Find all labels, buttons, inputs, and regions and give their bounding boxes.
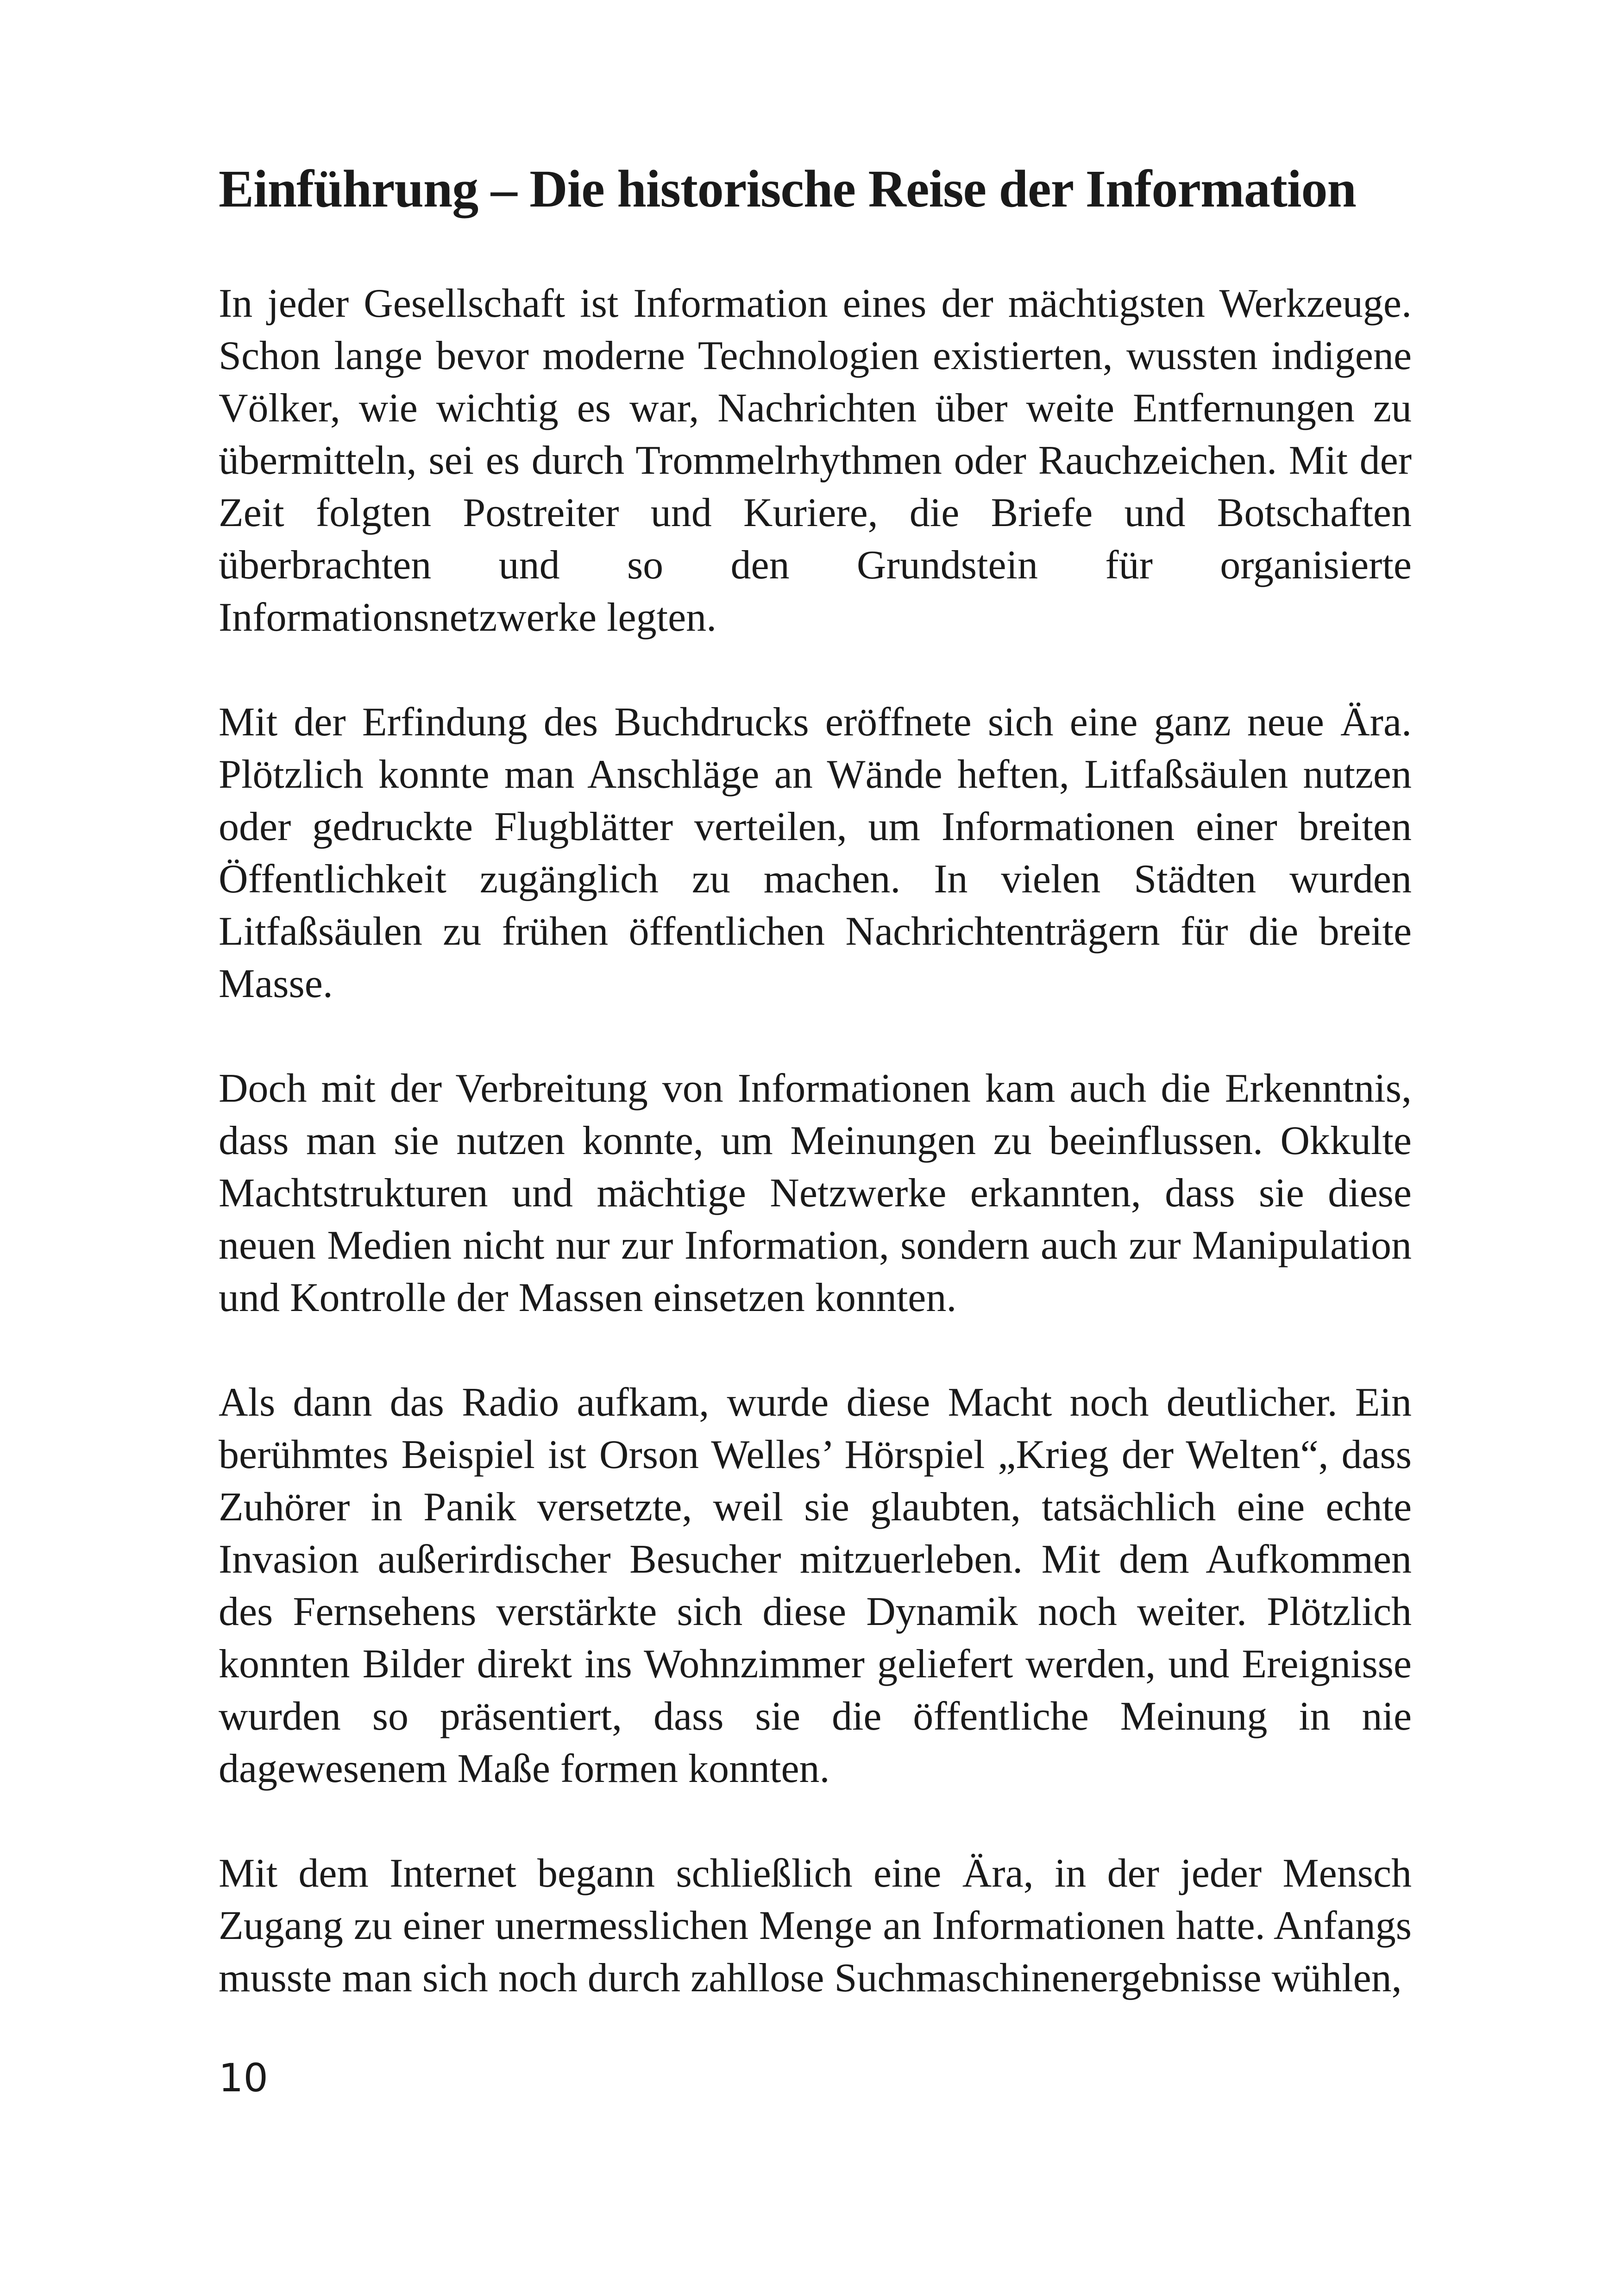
paragraph: Doch mit der Verbreitung von Informationen kam auch die Erkenntnis, dass man sie nutzen konnte, um Meinungen zu beeinflussen. Okkulte Machtstrukturen und mächtige Netzwerke erkannten, dass sie diese neuen Medien nicht nur zur Information, sondern auch zur Manipulation und Kontrolle der Massen einsetzen konnten. [219,1066,1412,1320]
paragraph: Als dann das Radio aufkam, wurde diese Macht noch deutlicher. Ein berühmtes Beispiel ist Orson Welles’ Hörspiel „Krieg der Welten“, dass Zuhörer in Panik versetzte, weil sie glaubten, tatsächlich eine echte Invasion außerirdischer Besucher mitzuerleben. Mit dem Aufkommen des Fernsehens verstärkte sich diese Dynamik noch weiter. Plötzlich konnten Bilder direkt ins Wohnzimmer geliefert werden, und Ereignisse wurden so präsentiert, dass sie die öffentliche Meinung in nie dagewesenem Maße formen konnten. [219,1380,1412,1791]
paragraph: Mit dem Internet begann schließlich eine Ära, in der jeder Mensch Zugang zu einer unermesslichen Menge an Informationen hatte. Anfangs musste man sich noch durch zahllose Suchmaschinenergebnisse wühlen, [219,1851,1412,2001]
page-content [219,157,1412,2004]
paragraph: In jeder Gesellschaft ist Information eines der mächtigsten Werkzeuge. Schon lange bevor moderne Technologien existierten, wussten indigene Völker, wie wichtig es war, Nachrichten über weite Entfernungen zu übermitteln, sei es durch Trommelrhythmen oder Rauchzeichen. Mit der Zeit folgten Postreiter und Kuriere, die Briefe und Botschaften überbrachten und so den Grundstein für organisierte Informationsnetzwerke legten. [219,281,1412,640]
paragraph: Mit der Erfindung des Buchdrucks eröffnete sich eine ganz neue Ära. Plötzlich konnte man Anschläge an Wände heften, Litfaßsäulen nutzen oder gedruckte Flugblätter verteilen, um Informationen einer breiten Öffentlichkeit zugänglich zu machen. In vielen Städten wurden Litfaßsäulen zu frühen öffentlichen Nachrichtenträgern für die breite Masse. [219,699,1412,1006]
page-number: 10 [219,2055,268,2101]
chapter-title: Einführung – Die historische Reise der Information [219,159,1356,218]
